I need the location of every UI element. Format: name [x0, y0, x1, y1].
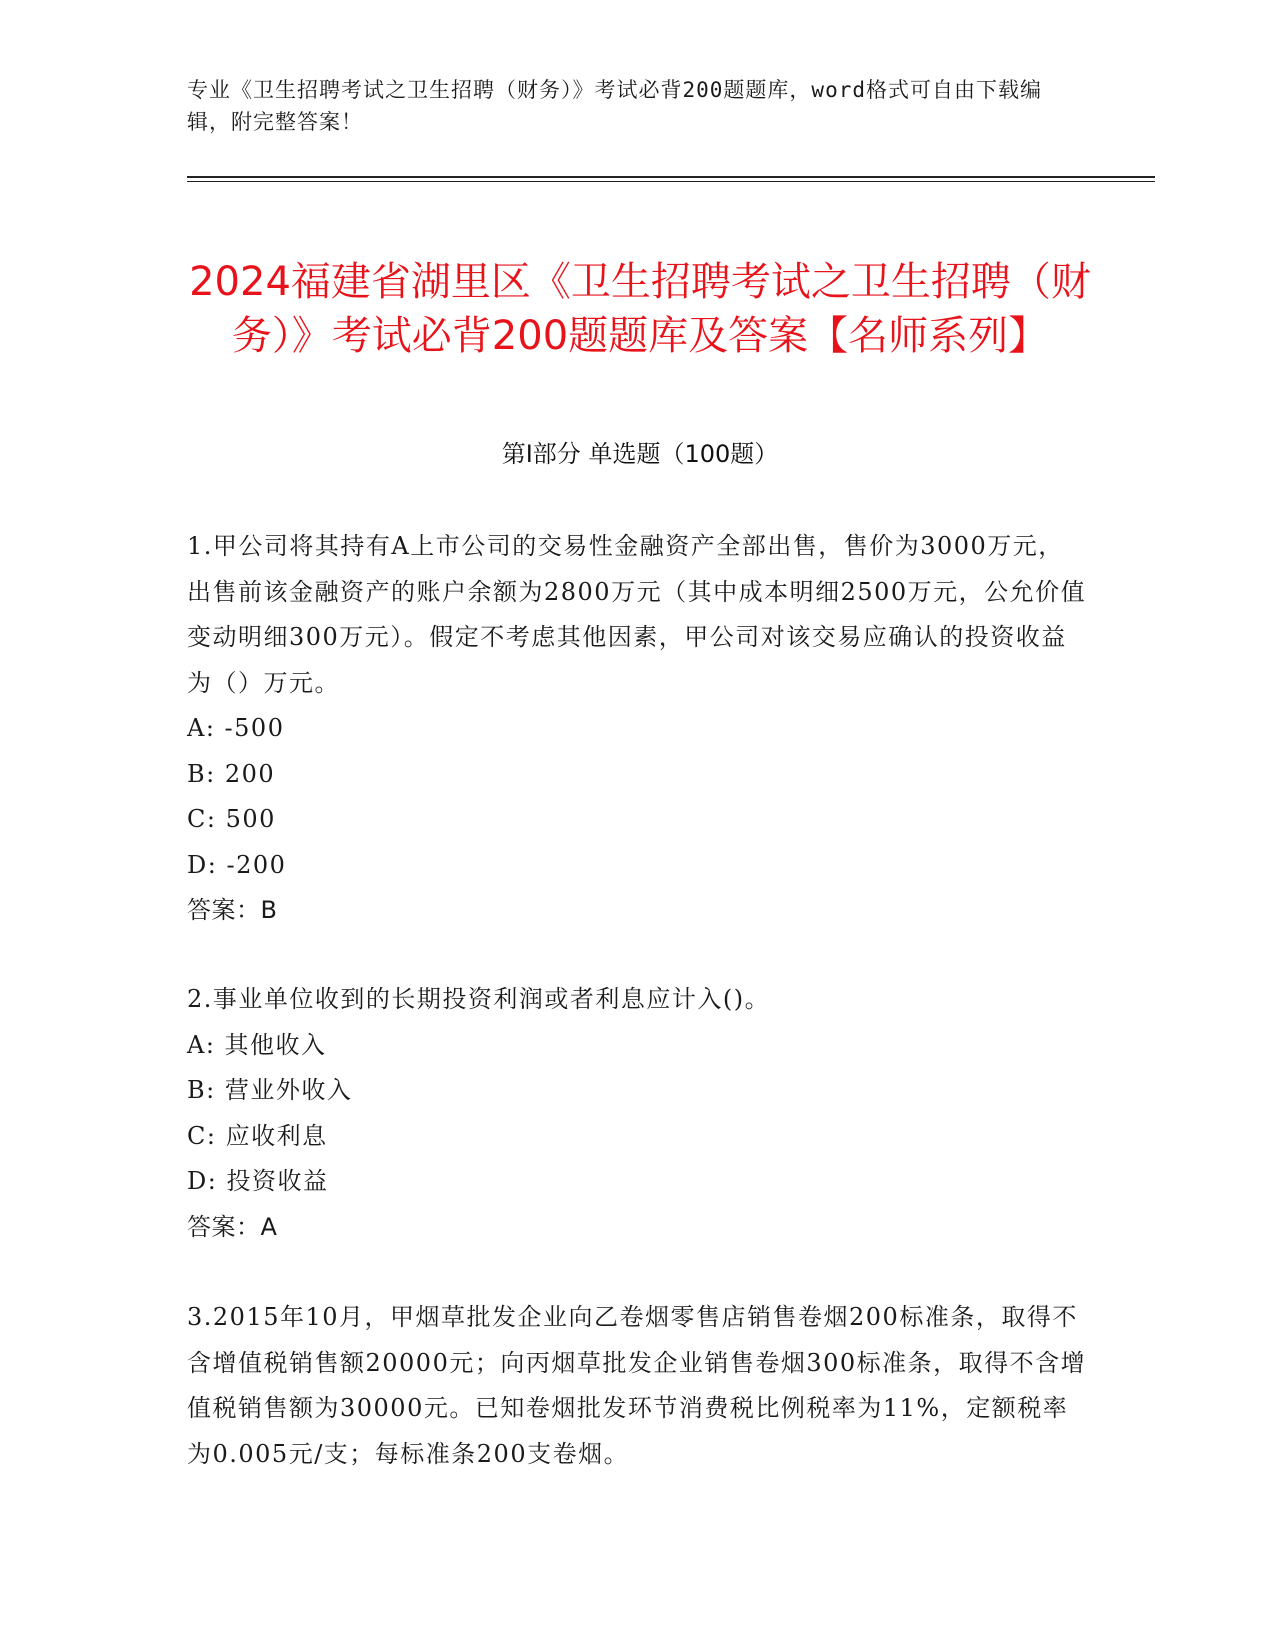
- option-a: A: -500: [187, 714, 285, 742]
- document-title: 2024福建省湖里区《卫生招聘考试之卫生招聘（财务）》考试必背200题题库及答案【名师系列】: [189, 258, 1091, 359]
- answer: 答案：B: [187, 896, 278, 924]
- question-2: [187, 977, 1087, 1250]
- answer: 答案：A: [187, 1212, 278, 1241]
- question-1: [187, 524, 1087, 934]
- header-divider: [187, 176, 1155, 178]
- question-text: 1.甲公司将其持有A上市公司的交易性金融资产全部出售，售价为3000万元，出售前该金融资产的账户余额为2800万元（其中成本明细2500万元，公允价值变动明细300万元）。假定不考虑其他因素，甲公司对该交易应确认的投资收益为（）万元。: [187, 532, 1087, 697]
- option-a: A: 其他收入: [187, 1030, 327, 1059]
- header-note: 专业《卫生招聘考试之卫生招聘（财务）》考试必背200题题库，word格式可自由下载编辑，附完整答案！: [187, 78, 1042, 134]
- question-text: 3.2015年10月，甲烟草批发企业向乙卷烟零售店销售卷烟200标准条，取得不含增值税销售额20000元；向丙烟草批发企业销售卷烟300标准条，取得不含增值税销售额为30000元。已知卷烟批发环节消费税比例税率为11%，定额税率为0.005元/支；每标准条200支卷烟。: [187, 1303, 1087, 1468]
- option-c: C: 500: [187, 805, 276, 833]
- option-b: B: 200: [187, 759, 276, 788]
- header-divider-thin: [187, 181, 1155, 182]
- question-3: [187, 1295, 1087, 1477]
- option-c: C: 应收利息: [187, 1121, 328, 1150]
- section-heading: 第I部分 单选题（100题）: [501, 440, 779, 468]
- option-d: D: 投资收益: [187, 1167, 329, 1195]
- option-b: B: 营业外收入: [187, 1076, 353, 1104]
- option-d: D: -200: [187, 850, 287, 879]
- question-text: 2.事业单位收到的长期投资利润或者利息应计入()。: [187, 985, 771, 1013]
